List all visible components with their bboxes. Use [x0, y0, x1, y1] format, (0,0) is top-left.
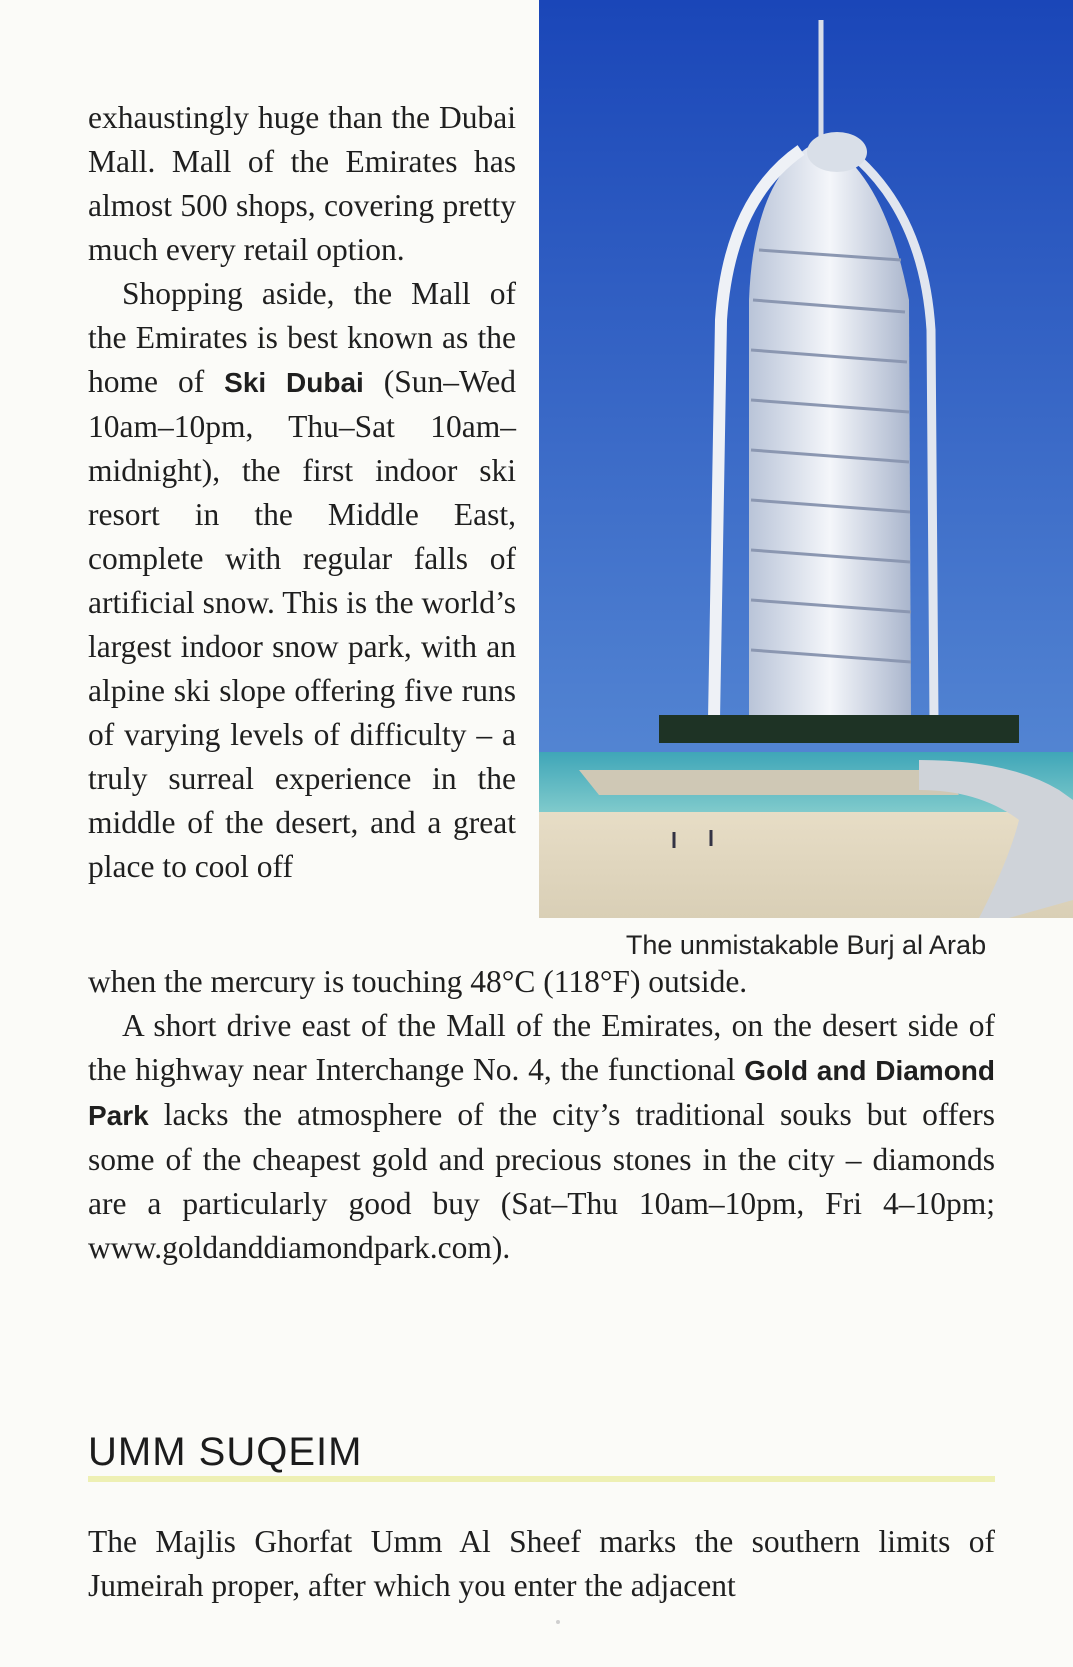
paragraph-mall-shops: exhaustingly huge than the Dubai Mall. Mall of the Emirates has almost 500 shops, covering pretty much every retail option. [88, 100, 516, 267]
gold-park-name: Gold and Diamond Park [88, 1055, 995, 1131]
heading-underline [88, 1476, 995, 1482]
narrow-column-text [88, 96, 516, 889]
full-width-text [88, 960, 995, 1270]
palm-trees [659, 715, 1019, 743]
gold-park-text-start: A short drive east of the Mall of the Emirates, on the desert side of the highway near Interchange No. 4, the functional [88, 1008, 995, 1087]
paragraph-majlis-ghorfat: The Majlis Ghorfat Umm Al Sheef marks the southern limits of Jumeirah proper, after which you enter the adjacent [88, 1524, 995, 1603]
tower-sail [749, 140, 911, 720]
island-base [579, 770, 959, 795]
photo-caption: The unmistakable Burj al Arab [625, 930, 987, 960]
burj-al-arab-photo [539, 0, 1073, 918]
ski-dubai-name: Ski Dubai [224, 367, 364, 398]
section-body-text [88, 1520, 995, 1608]
helipad [807, 132, 867, 172]
paragraph-gold-diamond-park [88, 1004, 995, 1270]
paragraph-ski-dubai-end: when the mercury is touching 48°C (118°F) outside. [88, 964, 748, 999]
paragraph-ski-dubai [88, 272, 516, 889]
page-speck [556, 1620, 560, 1624]
section-heading: UMM SUQEIM [88, 1430, 363, 1474]
ski-dubai-text-end: (Sun–Wed 10am–10pm, Thu–Sat 10am–midnight), the first indoor ski resort in the Middle East, complete with regular falls of artificial snow. This is the world’s largest indoor snow park, with an alpine ski slope offering five runs of varying levels of difficulty – a truly surreal experience in the middle of the desert, and a great place to cool off [88, 364, 516, 884]
ski-dubai-text-start: Shopping aside, the Mall of the Emirates is best known as the home of [88, 276, 516, 399]
gold-park-text-end: lacks the atmosphere of the city’s traditional souks but offers some of the cheapest gold and precious stones in the city – diamonds are a particularly good buy (Sat–Thu 10am–10pm, Fri 4–10pm; www.goldanddiamondpark.com). [88, 1097, 995, 1265]
